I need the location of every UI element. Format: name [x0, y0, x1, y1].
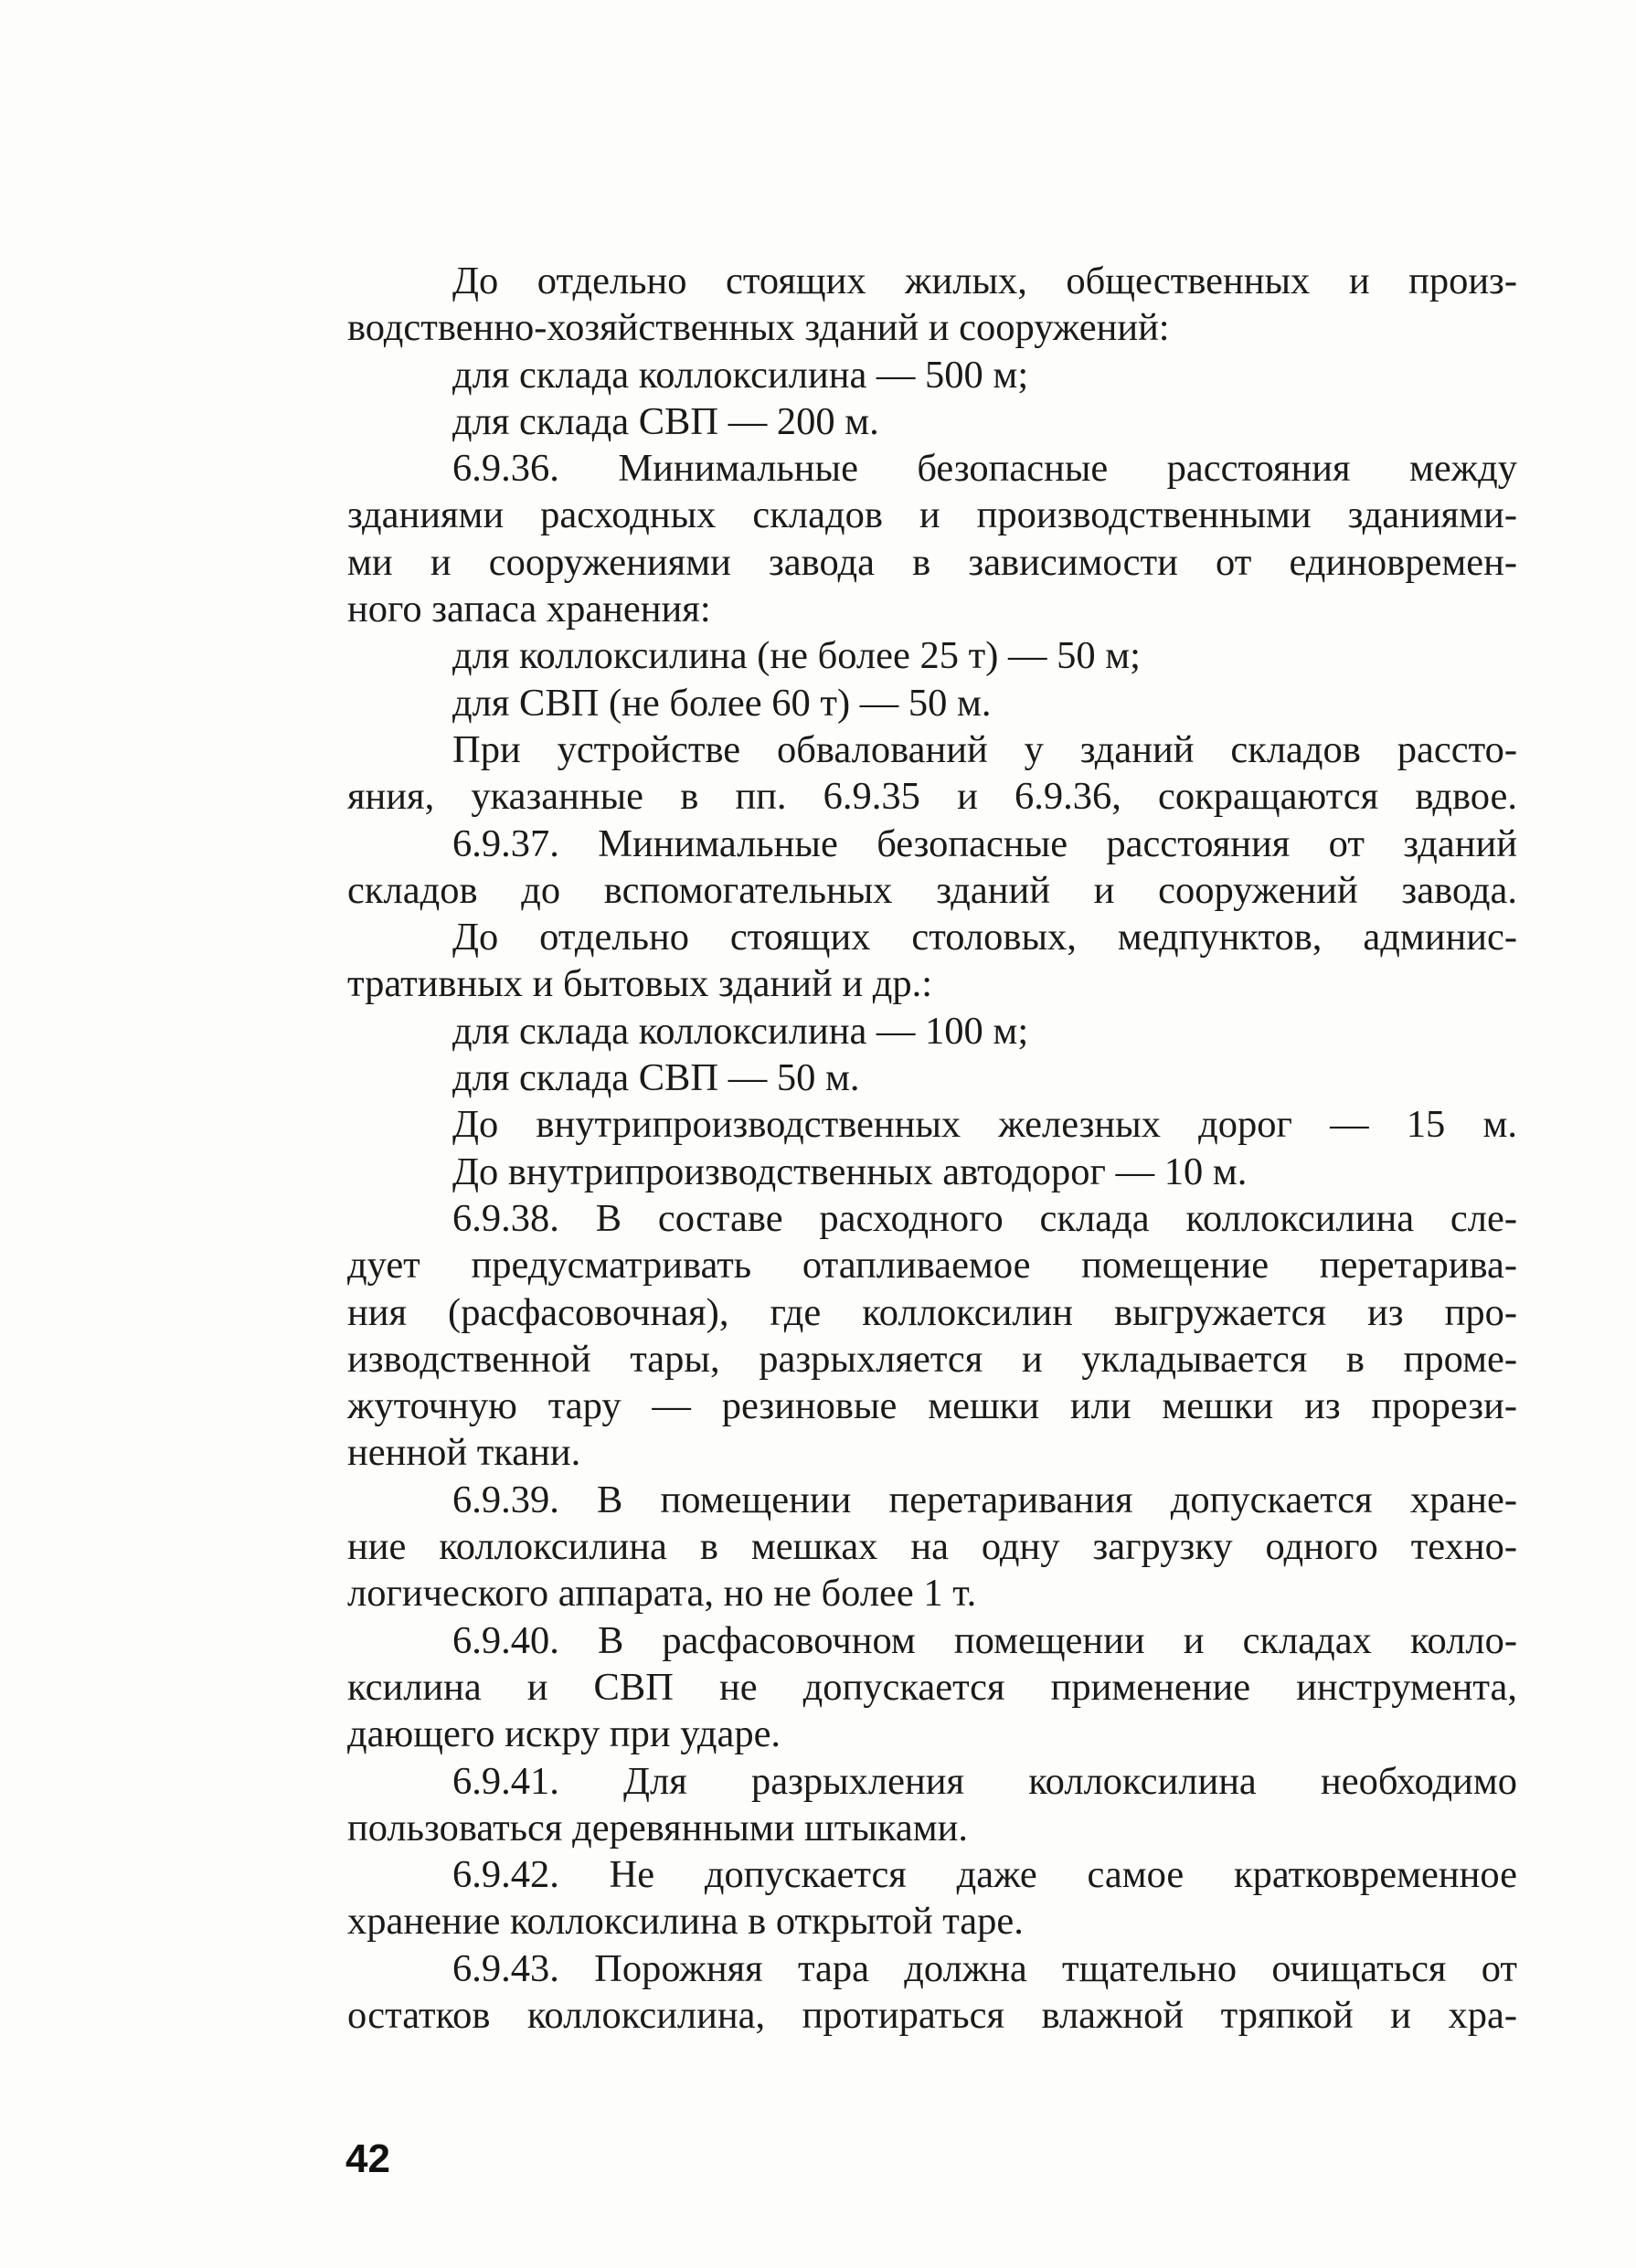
- text-line: ния (расфасовочная), где коллоксилин выгружается из про-: [347, 1290, 1517, 1334]
- text-line: для склада коллоксилина — 100 м;: [452, 1009, 1029, 1053]
- text-line: складов до вспомогательных зданий и сооружений завода.: [347, 868, 1517, 912]
- text-line: пользоваться деревянными штыками.: [347, 1806, 969, 1849]
- text-line: для склада коллоксилина — 500 м;: [452, 353, 1029, 397]
- text-line: 6.9.43. Порожняя тара должна тщательно очищаться от: [452, 1946, 1517, 1990]
- text-line: изводственной тары, разрыхляется и укладывается в проме-: [347, 1337, 1517, 1381]
- text-line: для склада СВП — 50 м.: [452, 1056, 860, 1100]
- text-line: ненной ткани.: [347, 1431, 581, 1475]
- text-line: жуточную тару — резиновые мешки или мешки из прорези-: [347, 1384, 1517, 1428]
- text-line: дающего искру при ударе.: [347, 1712, 781, 1756]
- text-line: 6.9.36. Минимальные безопасные расстояния между: [452, 447, 1517, 491]
- text-line: зданиями расходных складов и производственными зданиями-: [347, 493, 1517, 537]
- text-line: для СВП (не более 60 т) — 50 м.: [452, 681, 992, 725]
- text-line: ние коллоксилина в мешках на одну загрузку одного техно-: [347, 1525, 1517, 1569]
- text-line: До отдельно стоящих жилых, общественных и произ-: [452, 260, 1517, 302]
- text-line: ного запаса хранения:: [347, 588, 711, 631]
- text-line: для склада СВП — 200 м.: [452, 399, 879, 443]
- text-line: ксилина и СВП не допускается применение инструмента,: [347, 1665, 1517, 1709]
- text-line: водственно-хозяйственных зданий и сооружений:: [347, 306, 1170, 350]
- text-line: 6.9.41. Для разрыхления коллоксилина необходимо: [452, 1759, 1517, 1803]
- text-line: для коллоксилина (не более 25 т) — 50 м;: [452, 634, 1141, 678]
- text-line: 6.9.39. В помещении перетаривания допускается хране-: [452, 1478, 1517, 1521]
- text-line: 6.9.38. В составе расходного склада коллоксилина сле-: [452, 1196, 1517, 1240]
- text-line: При устройстве обвалований у зданий складов рассто-: [452, 727, 1517, 771]
- page-number: 42: [345, 2136, 390, 2181]
- text-line: 6.9.37. Минимальные безопасные расстояния от зданий: [452, 821, 1517, 865]
- text-line: До внутрипроизводственных автодорог — 10 м.: [452, 1150, 1248, 1193]
- text-line: хранение коллоксилина в открытой таре.: [347, 1900, 1024, 1944]
- text-line: До отдельно стоящих столовых, медпунктов, админис-: [452, 916, 1517, 959]
- text-line: тративных и бытовых зданий и др.:: [347, 962, 933, 1006]
- body-text: [347, 258, 1517, 2039]
- text-line: 6.9.40. В расфасовочном помещении и складах колло-: [452, 1618, 1517, 1662]
- text-line: логического аппарата, но не более 1 т.: [347, 1572, 977, 1616]
- text-line: До внутрипроизводственных железных дорог — 15 м.: [452, 1103, 1517, 1147]
- text-line: ми и сооружениями завода в зависимости от единовремен-: [347, 540, 1517, 584]
- text-line: дует предусматривать отапливаемое помещение перетарива-: [347, 1244, 1517, 1288]
- text-line: яния, указанные в пп. 6.9.35 и 6.9.36, сокращаются вдвое.: [347, 775, 1517, 819]
- text-line: 6.9.42. Не допускается даже самое кратковременное: [452, 1853, 1517, 1897]
- text-line: остатков коллоксилина, протираться влажной тряпкой и хра-: [347, 1993, 1517, 2037]
